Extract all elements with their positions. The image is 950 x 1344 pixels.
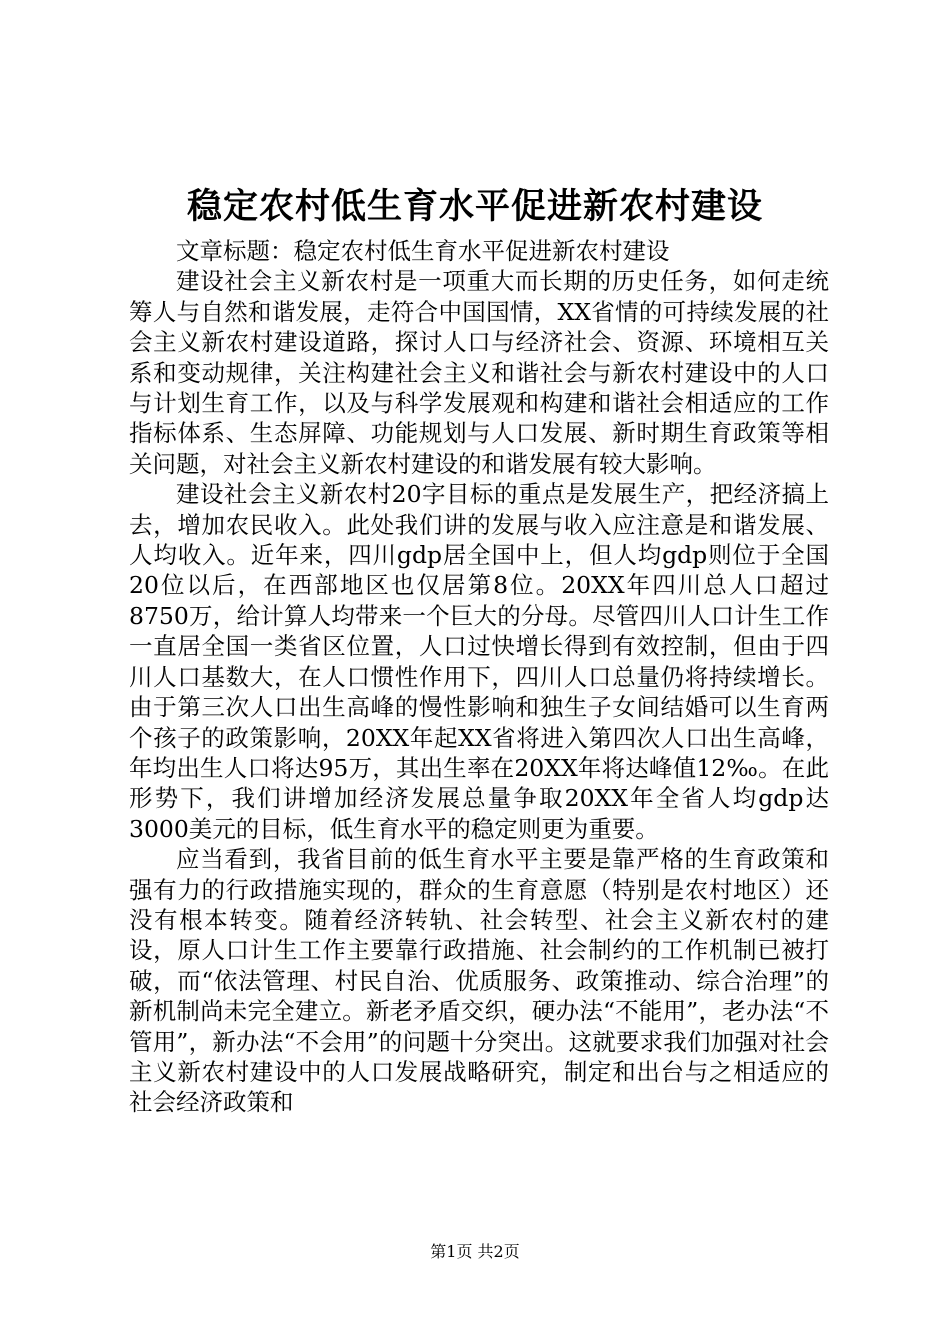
paragraph-3: 应当看到，我省目前的低生育水平主要是靠严格的生育政策和强有力的行政措施实现的，群众的生育意愿（特别是农村地区）还没有根本转变。随着经济转轨、社会转型、社会主义新农村的建设，原人口计生工作主要靠行政措施、社会制约的工作机制已被打破，而“依法管理、村民自治、优质服务、政策推动、综合治理”的新机制尚未完全建立。新老矛盾交织，硬办法“不能用”，老办法“不管用”，新办法“不会用”的问题十分突出。这就要求我们加强对社会主义新农村建设中的人口发展战略研究，制定和出台与之相适应的社会经济政策和 [129, 845, 829, 1117]
paragraph-1: 建设社会主义新农村是一项重大而长期的历史任务，如何走统筹人与自然和谐发展，走符合中国国情，XX省情的可持续发展的社会主义新农村建设道路，探讨人口与经济社会、资源、环境相互关系和变动规律，关注构建社会主义和谐社会与新农村建设中的人口与计划生育工作，以及与科学发展观和构建和谐社会相适应的工作指标体系、生态屏障、功能规划与人口发展、新时期生育政策等相关问题，对社会主义新农村建设的和谐发展有较大影响。 [129, 267, 829, 478]
paragraph-2: 建设社会主义新农村20字目标的重点是发展生产，把经济搞上去，增加农民收入。此处我们讲的发展与收入应注意是和谐发展、人均收入。近年来，四川gdp居全国中上，但人均gdp则位于全国20位以后，在西部地区也仅居第8位。20XX年四川总人口超过8750万，给计算人均带来一个巨大的分母。尽管四川人口计生工作一直居全国一类省区位置，人口过快增长得到有效控制，但由于四川人口基数大，在人口惯性作用下，四川人口总量仍将持续增长。由于第三次人口出生高峰的慢性影响和独生子女间结婚可以生育两个孩子的政策影响，20XX年起XX省将进入第四次人口出生高峰，年均出生人口将达95万，其出生率在20XX年将达峰值12‰。在此形势下，我们讲增加经济发展总量争取20XX年全省人均gdp达3000美元的目标，低生育水平的稳定则更为重要。 [129, 480, 829, 843]
article-title-line: 文章标题：稳定农村低生育水平促进新农村建设 [176, 237, 670, 265]
document-body [129, 236, 829, 1118]
document-title: 稳定农村低生育水平促进新农村建设 [186, 186, 763, 227]
page-footer: 第1页 共2页 [430, 1242, 520, 1261]
